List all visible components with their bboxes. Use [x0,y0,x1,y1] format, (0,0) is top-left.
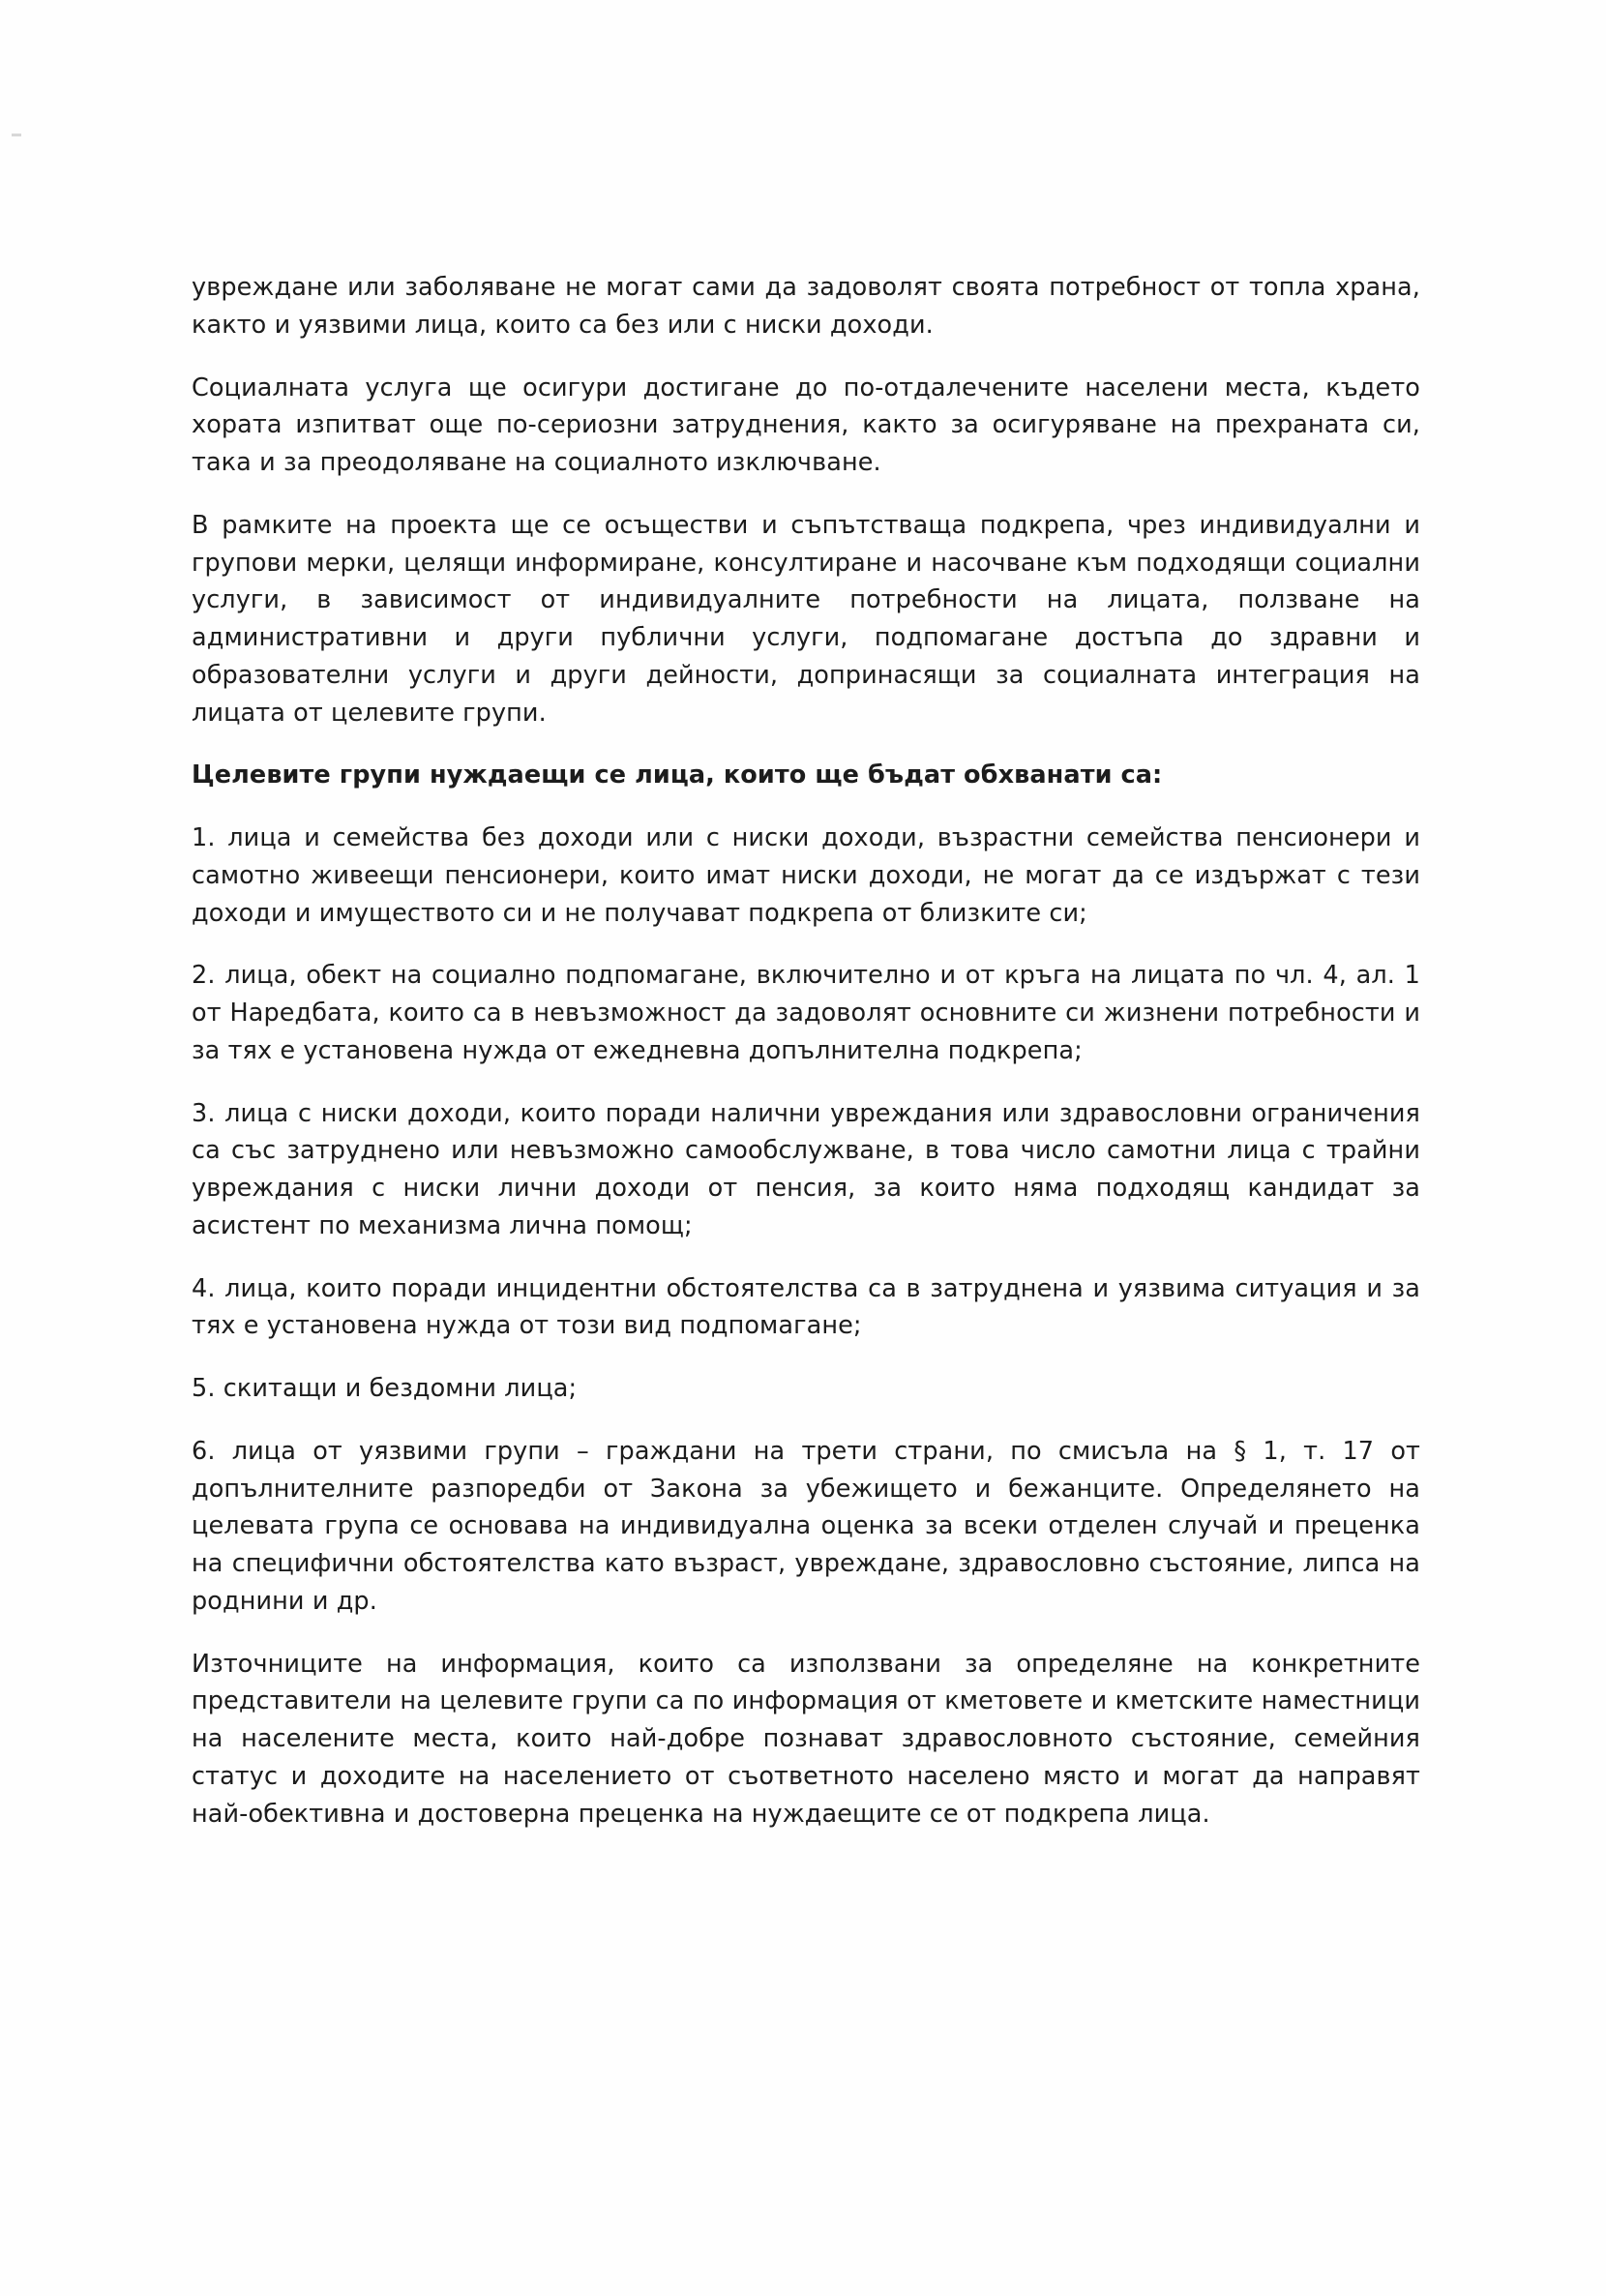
paragraph-2: Социалната услуга ще осигури достигане до по-отдалечените населени места, където хората изпитват още по-сериозни затруднения, както за осигуряване на прехраната си, така и за преодоляване на социалното изключване. [192,373,1420,477]
paragraph-1: увреждане или заболяване не могат сами да задоволят своята потребност от топла храна, както и уязвими лица, които са без или с ниски доходи. [192,273,1420,340]
list-item-1: 1. лица и семейства без доходи или с ниски доходи, възрастни семейства пенсионери и самотно живеещи пенсионери, които имат ниски доходи, не могат да се издържат с тези доходи и имуществото си и не получават подкрепа от близките си; [192,823,1420,928]
target-groups-heading: Целевите групи нуждаещи се лица, които ще бъдат обхванати са: [192,760,1163,790]
list-item-6: 6. лица от уязвими групи – граждани на трети страни, по смисъла на § 1, т. 17 от допълнителните разпоредби от Закона за убежището и бежанците. Определянето на целевата група се основава на индивидуална оценка за всеки отделен случай и преценка на специфични обстоятелства като възраст, увреждане, здравословно състояние, липса на роднини и др. [192,1436,1420,1616]
list-item-3: 3. лица с ниски доходи, които поради налични увреждания или здравословни ограничения са със затруднено или невъзможно самообслужване, в това число самотни лица с трайни увреждания с ниски лични доходи от пенсия, за които няма подходящ кандидат за асистент по механизма лична помощ; [192,1098,1420,1240]
list-item-2: 2. лица, обект на социално подпомагане, включително и от кръга на лицата по чл. 4, ал. 1 от Наредбата, които са в невъзможност да задоволят основните си жизнени потребности и за тях е установена нужда от ежедневна допълнителна подкрепа; [192,961,1420,1065]
paragraph-sources: Източниците на информация, които са използвани за определяне на конкретните представители на целевите групи са по информация от кметовете и кметските наместници на населените места, които най-добре познават здравословното състояние, семейния статус и доходите на населението от съответното населено място и могат да направят най-обективна и достоверна преценка на нуждаещите се от подкрепа лица. [192,1649,1420,1829]
document-body [192,269,1420,1833]
scan-artifact-mark [12,134,21,136]
list-item-4: 4. лица, които поради инцидентни обстоятелства са в затруднена и уязвима ситуация и за тях е установена нужда от този вид подпомагане; [192,1273,1420,1341]
paragraph-3: В рамките на проекта ще се осъществи и съпътстваща подкрепа, чрез индивидуални и групови мерки, целящи информиране, консултиране и насочване към подходящи социални услуги, в зависимост от индивидуалните потребности на лицата, ползване на административни и други публични услуги, подпомагане достъпа до здравни и образователни услуги и други дейности, допринасящи за социалната интеграция на лицата от целевите групи. [192,510,1420,728]
list-item-5: 5. скитащи и бездомни лица; [192,1374,578,1403]
